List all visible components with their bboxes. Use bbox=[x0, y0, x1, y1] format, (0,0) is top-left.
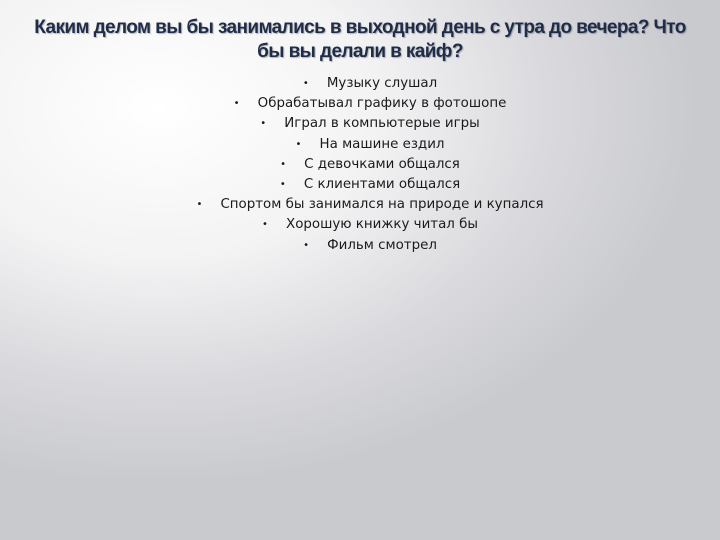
list-item bbox=[60, 236, 680, 256]
list-item-text: Фильм смотрел bbox=[327, 237, 437, 253]
bullet-icon: • bbox=[196, 199, 203, 211]
slide-title: Каким делом вы бы занимались в выходной день с утра до вечера? Что бы вы делали в кайф? bbox=[34, 17, 686, 62]
list-item-text: Играл в компьютерые игры bbox=[284, 116, 480, 132]
list-item bbox=[60, 175, 680, 195]
bullet-icon: • bbox=[279, 179, 286, 191]
list-item-text: С клиентами общался bbox=[303, 177, 461, 193]
list-item-text: Хорошую книжку читал бы bbox=[286, 217, 478, 233]
list-item-text: На машине ездил bbox=[319, 136, 445, 152]
list-item bbox=[60, 114, 680, 134]
bullet-icon: • bbox=[260, 118, 267, 130]
bullet-icon: • bbox=[295, 138, 302, 150]
list-item bbox=[60, 195, 680, 215]
list-item bbox=[60, 135, 680, 155]
list-item bbox=[60, 74, 680, 94]
list-item bbox=[60, 215, 680, 235]
list-item bbox=[60, 94, 680, 114]
list-item-text: Музыку слушал bbox=[326, 76, 438, 91]
list-item bbox=[60, 155, 680, 175]
bullet-icon: • bbox=[280, 158, 287, 170]
list-item-text: С девочками общался bbox=[304, 156, 460, 172]
bullet-icon: • bbox=[233, 98, 240, 110]
list-item-text: Спортом бы занимался на природе и купался bbox=[220, 197, 544, 213]
bullet-list bbox=[60, 74, 680, 256]
bullet-icon: • bbox=[302, 78, 309, 89]
bullet-icon: • bbox=[303, 239, 309, 251]
list-item-text: Обрабатывал графику в фотошопе bbox=[257, 96, 507, 112]
bullet-icon: • bbox=[262, 219, 268, 231]
